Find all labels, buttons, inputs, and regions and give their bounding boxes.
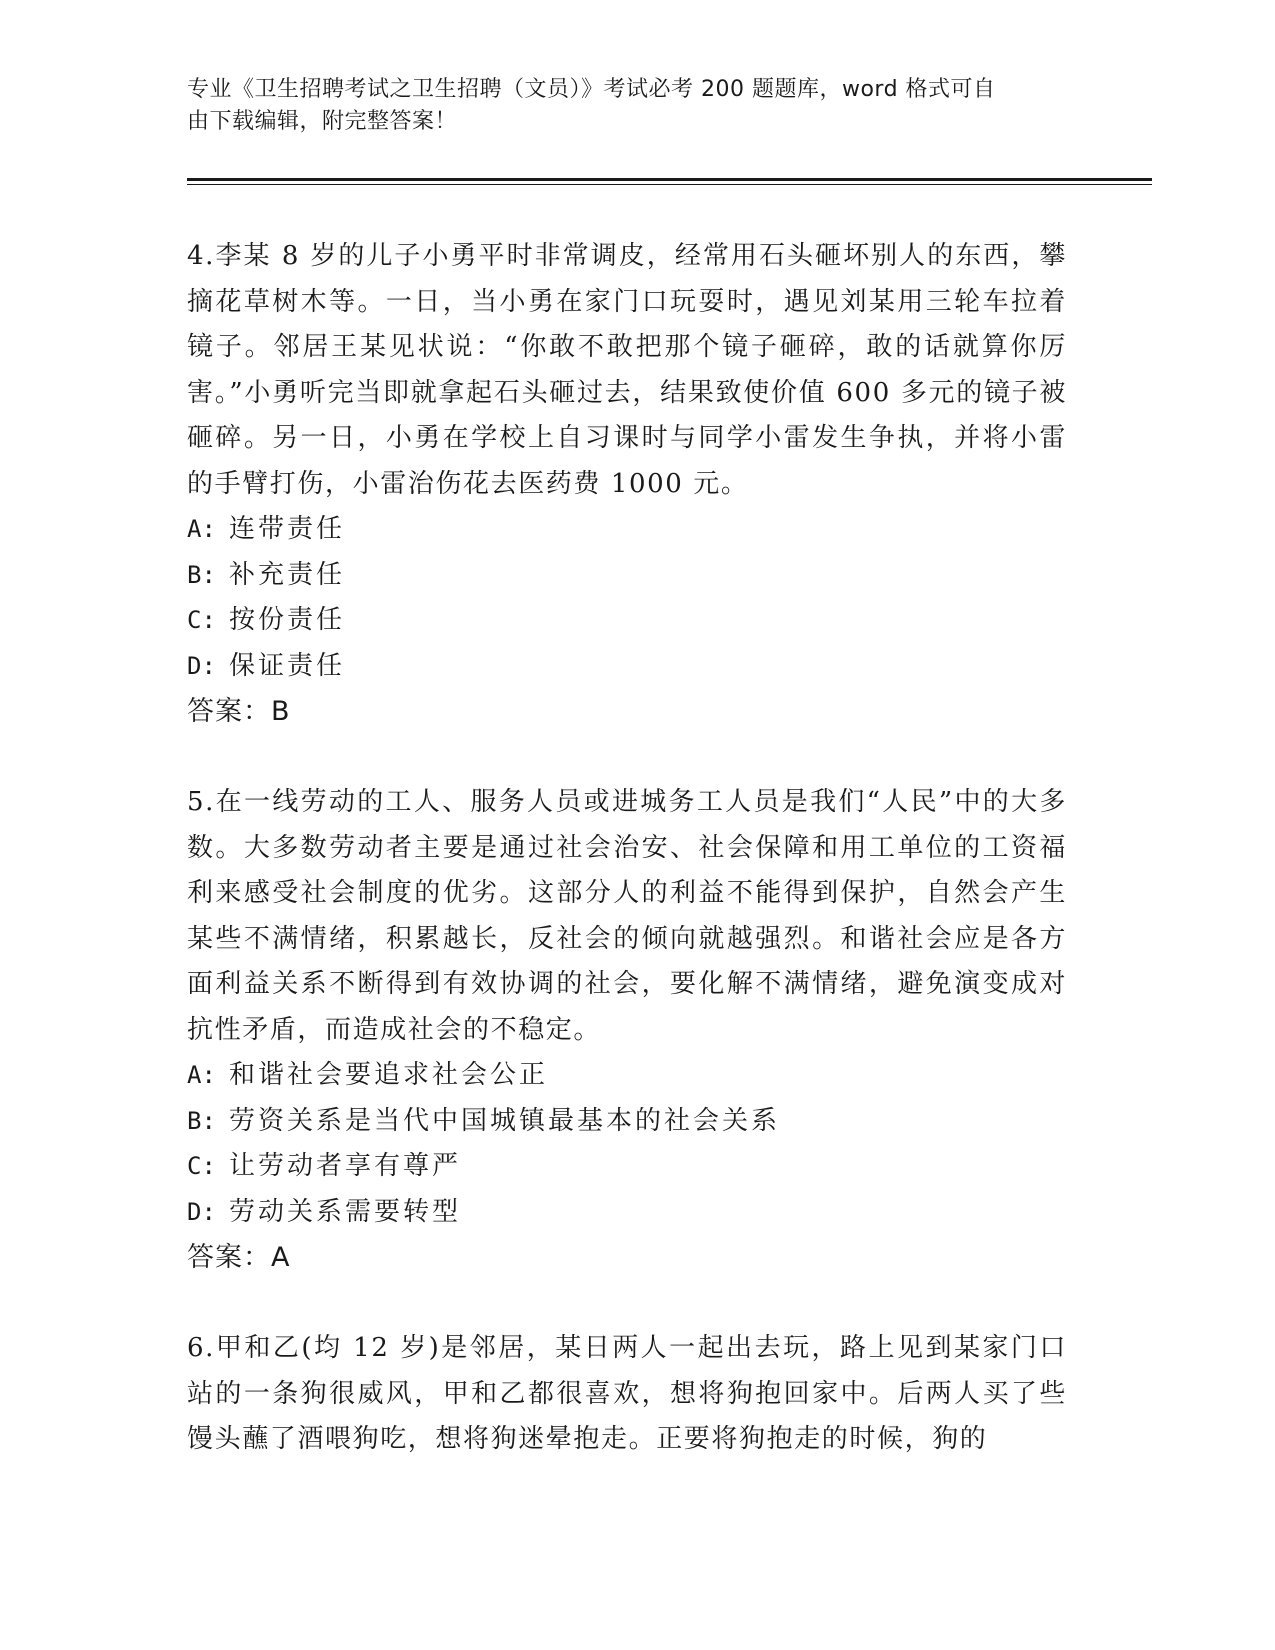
option-letter: A: <box>187 515 216 543</box>
option-a <box>187 507 1067 553</box>
question-5 <box>187 780 1067 1280</box>
option-letter: D: <box>187 651 216 680</box>
option-text: 劳资关系是当代中国城镇最基本的社会关系 <box>229 1105 781 1136</box>
option-text: 连带责任 <box>229 514 346 544</box>
option-d <box>187 644 1067 690</box>
option-text: 劳动关系需要转型 <box>229 1196 462 1227</box>
option-letter: B: <box>187 1106 216 1135</box>
option-b <box>187 553 1067 599</box>
option-a <box>187 1053 1067 1099</box>
question-text: 4.李某 8 岁的儿子小勇平时非常调皮，经常用石头砸坏别人的东西，攀摘花草树木等。一日，当小勇在家门口玩耍时，遇见刘某用三轮车拉着镜子。邻居王某见状说：“你敢不敢把那个镜子砸碎，敢的话就算你厉害。”小勇听完当即就拿起石头砸过去，结果致使价值 600 多元的镜子被砸碎。另一日，小勇在学校上自习课时与同学小雷发生争执，并将小雷的手臂打伤，小雷治伤花去医药费 1000 元。 <box>187 241 1067 499</box>
answer-line: 答案：A <box>187 1242 291 1273</box>
option-letter: D: <box>187 1197 216 1226</box>
option-letter: A: <box>187 1061 216 1089</box>
answer-line: 答案：B <box>187 696 291 727</box>
question-4 <box>187 234 1067 734</box>
option-letter: C: <box>187 606 216 634</box>
header-line-2: 由下载编辑，附完整答案！ <box>187 109 458 134</box>
header-line-1: 专业《卫生招聘考试之卫生招聘（文员）》考试必考 200 题题库，word 格式可自 <box>187 77 996 102</box>
header-rule-thick <box>187 178 1152 181</box>
option-text: 按份责任 <box>229 605 346 635</box>
header-rule-thin <box>187 184 1152 185</box>
option-c <box>187 1144 1067 1190</box>
option-text: 和谐社会要追求社会公正 <box>229 1060 549 1090</box>
document-header <box>187 74 1067 138</box>
option-b <box>187 1099 1067 1145</box>
option-text: 让劳动者享有尊严 <box>229 1151 462 1181</box>
option-text: 补充责任 <box>229 559 346 590</box>
option-letter: B: <box>187 560 216 589</box>
option-text: 保证责任 <box>229 650 346 681</box>
question-6 <box>187 1326 1067 1463</box>
option-c <box>187 598 1067 644</box>
question-text: 6.甲和乙(均 12 岁)是邻居，某日两人一起出去玩，路上见到某家门口站的一条狗很威风，甲和乙都很喜欢，想将狗抱回家中。后两人买了些馒头蘸了酒喂狗吃，想将狗迷晕抱走。正要将狗抱走的时候，狗的 <box>187 1333 1067 1454</box>
questions-list <box>187 234 1067 1509</box>
option-letter: C: <box>187 1152 216 1180</box>
option-d <box>187 1190 1067 1236</box>
question-text: 5.在一线劳动的工人、服务人员或进城务工人员是我们“人民”中的大多数。大多数劳动者主要是通过社会治安、社会保障和用工单位的工资福利来感受社会制度的优劣。这部分人的利益不能得到保护，自然会产生某些不满情绪，积累越长，反社会的倾向就越强烈。和谐社会应是各方面利益关系不断得到有效协调的社会，要化解不满情绪，避免演变成对抗性矛盾，而造成社会的不稳定。 <box>187 787 1067 1045</box>
